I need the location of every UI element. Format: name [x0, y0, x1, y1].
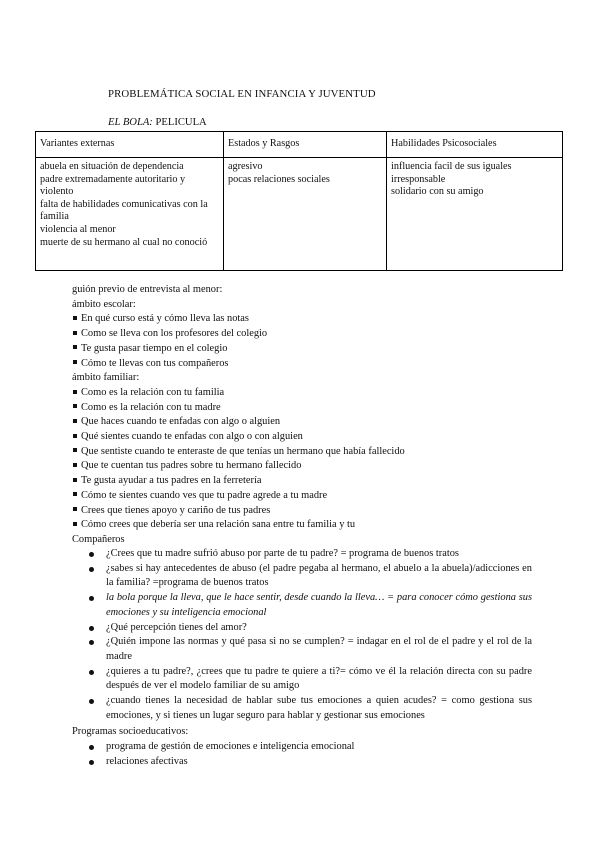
- square-bullet-icon: [73, 463, 77, 467]
- list-item: Cómo te sientes cuando ves que tu padre agrede a tu madre: [72, 489, 532, 504]
- round-bullet-icon: [89, 760, 94, 765]
- square-bullet-icon: [73, 478, 77, 482]
- peers-question-list: [72, 547, 532, 723]
- square-bullet-icon: [73, 492, 77, 496]
- square-bullet-icon: [73, 345, 77, 349]
- table-row: [36, 158, 563, 271]
- round-bullet-icon: [89, 596, 94, 601]
- table-cell-line: pocas relaciones sociales: [228, 173, 330, 185]
- list-item: ¿Qué percepción tienes del amor?: [72, 621, 532, 636]
- table-cell-skills: [387, 158, 563, 271]
- table-cell-line: influencia facil de sus iguales: [391, 161, 512, 172]
- list-item: Cómo te llevas con tus compañeros: [72, 357, 532, 372]
- programs-list: [72, 740, 532, 769]
- square-bullet-icon: [73, 522, 77, 526]
- square-bullet-icon: [73, 331, 77, 335]
- round-bullet-icon: [89, 670, 94, 675]
- table-header-row: [36, 132, 563, 158]
- table-cell-states: [224, 158, 387, 271]
- square-bullet-icon: [73, 360, 77, 364]
- table-cell-line: violencia al menor: [40, 223, 116, 235]
- list-item: la bola porque la lleva, que le hace sentir, desde cuando la lleva… = para conocer cómo gestiona sus emociones y su inteligencia emocional: [72, 591, 532, 620]
- list-item: Como se lleva con los profesores del colegio: [72, 327, 532, 342]
- list-item: Como es la relación con tu familia: [72, 386, 532, 401]
- round-bullet-icon: [89, 567, 94, 572]
- square-bullet-icon: [73, 448, 77, 452]
- square-bullet-icon: [73, 390, 77, 394]
- round-bullet-icon: [89, 640, 94, 645]
- programs-heading: Programas socioeducativos:: [72, 726, 189, 737]
- list-item: Cómo crees que debería ser una relación sana entre tu familia y tu: [72, 518, 532, 533]
- table-cell-line: abuela en situación de dependencia: [40, 161, 184, 172]
- list-item: En qué curso está y cómo lleva las notas: [72, 312, 532, 327]
- table-header-cell: Habilidades Psicosociales: [387, 132, 563, 158]
- table-cell-line: irresponsable: [391, 173, 446, 185]
- list-item: ¿Crees que tu madre sufrió abuso por parte de tu padre? = programa de buenos tratos: [72, 547, 532, 562]
- table-cell-line: agresivo: [228, 161, 263, 172]
- table-cell-line: solidario con su amigo: [391, 186, 484, 198]
- interview-heading: guión previo de entrevista al menor:: [72, 284, 223, 295]
- list-item: ¿Quién impone las normas y qué pasa si no se cumplen? = indagar en el rol de el padre y el rol de la madre: [72, 635, 532, 664]
- document-title: PROBLEMÁTICA SOCIAL EN INFANCIA Y JUVENTUD: [108, 88, 376, 100]
- round-bullet-icon: [89, 552, 94, 557]
- list-item: Te gusta pasar tiempo en el colegio: [72, 342, 532, 357]
- list-item: ¿cuando tienes la necesidad de hablar sube tus emociones a quien acudes? = como gestiona sus emociones, y si tienes un lugar seguro para hablar y gestionar sus emociones: [72, 694, 532, 723]
- movie-label: EL BOLA:: [108, 117, 153, 128]
- list-item: Te gusta ayudar a tus padres en la ferretería: [72, 474, 532, 489]
- table-cell-line: padre extremadamente autoritario y violento: [40, 173, 186, 198]
- square-bullet-icon: [73, 316, 77, 320]
- family-heading: ámbito familiar:: [72, 372, 140, 384]
- analysis-table: [35, 131, 563, 271]
- list-item: ¿quieres a tu padre?, ¿crees que tu padre te quiere a ti?= cómo ve él la relación directa con su padre después de ver el modelo familiar de su amigo: [72, 665, 532, 694]
- list-item: Qué sientes cuando te enfadas con algo o con alguien: [72, 430, 532, 445]
- list-item: Que sentiste cuando te enteraste de que tenías un hermano que había fallecido: [72, 445, 532, 460]
- movie-line: [108, 117, 207, 128]
- list-item: Que te cuentan tus padres sobre tu hermano fallecido: [72, 459, 532, 474]
- table-header-cell: Variantes externas: [36, 132, 224, 158]
- peers-heading: Compañeros: [72, 533, 125, 545]
- list-item: Como es la relación con tu madre: [72, 401, 532, 416]
- table-header-cell: Estados y Rasgos: [224, 132, 387, 158]
- list-item: programa de gestión de emociones e inteligencia emocional: [72, 740, 532, 755]
- square-bullet-icon: [73, 507, 77, 511]
- list-item: ¿sabes si hay antecedentes de abuso (el padre pegaba al hermano, el abuelo a la abuela)/adicciones en la familia? =programa de buenos tratos: [72, 562, 532, 591]
- square-bullet-icon: [73, 404, 77, 408]
- square-bullet-icon: [73, 434, 77, 438]
- interview-section: [72, 283, 532, 548]
- table-cell-line: falta de habilidades comunicativas con la familia: [40, 198, 208, 223]
- table-cell-line: muerte de su hermano al cual no conoció: [40, 236, 208, 248]
- round-bullet-icon: [89, 745, 94, 750]
- round-bullet-icon: [89, 699, 94, 704]
- list-item: Crees que tienes apoyo y cariño de tus padres: [72, 504, 532, 519]
- table-cell-external: [36, 158, 224, 271]
- list-item: relaciones afectivas: [72, 755, 532, 770]
- school-heading: ámbito escolar:: [72, 298, 136, 310]
- round-bullet-icon: [89, 626, 94, 631]
- programs-section: [72, 725, 532, 740]
- square-bullet-icon: [73, 419, 77, 423]
- movie-value: PELICULA: [152, 117, 207, 128]
- list-item: Que haces cuando te enfadas con algo o alguien: [72, 415, 532, 430]
